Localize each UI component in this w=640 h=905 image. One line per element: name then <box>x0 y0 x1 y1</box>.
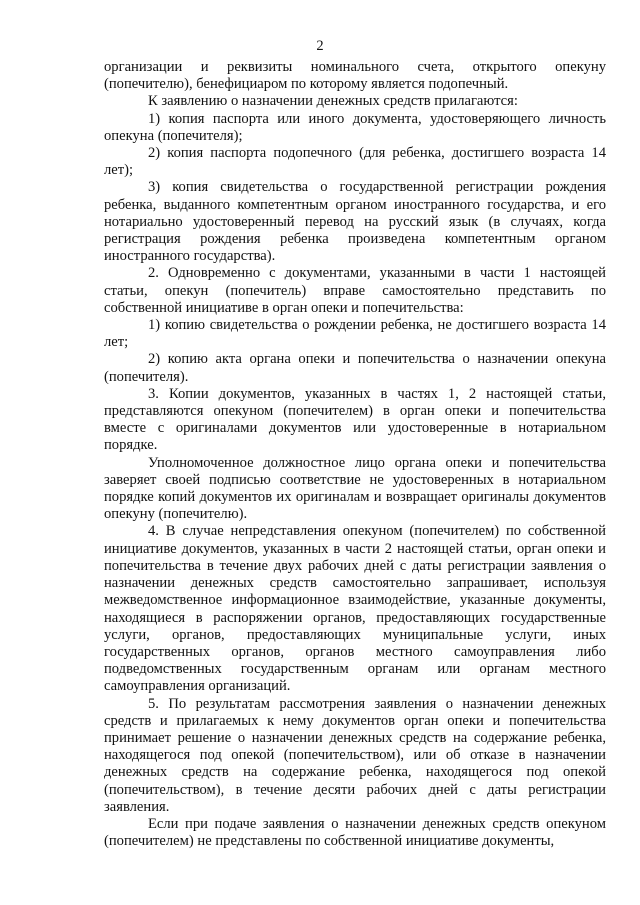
paragraph-11: 4. В случае непредставления опекуном (попечителем) по собственной инициативе документов, указанных в части 2 настоящей статьи, орган опеки и попечительства в течение двух рабочих дней с даты регистрации заявления о назначении денежных средств самостоятельно запрашивает, используя межведомственное информационное взаимодействие, указанные документы, находящиеся в распоряжении органов, предоставляющих государственные услуги, органов, предоставляющих муниципальные услуги, иных государственных органов, органов местного самоуправления либо подведомственных государственным органам или органам местного самоуправления организаций. <box>104 523 606 695</box>
paragraph-8: 2) копию акта органа опеки и попечительства о назначении опекуна (попечителя). <box>104 351 606 385</box>
paragraph-6: 2. Одновременно с документами, указанными в части 1 настоящей статьи, опекун (попечитель) вправе самостоятельно представить по собственной инициативе в орган опеки и попечительства: <box>104 265 606 316</box>
paragraph-10: Уполномоченное должностное лицо органа опеки и попечительства заверяет своей подписью соответствие не удостоверенных в нотариальном порядке копий документов их оригиналам и возвращает оригиналы документов опекуну (попечителю). <box>104 454 606 523</box>
page-number: 2 <box>316 38 324 54</box>
paragraph-3: 1) копия паспорта или иного документа, удостоверяющего личность опекуна (попечителя); <box>104 110 606 144</box>
paragraph-12: 5. По результатам рассмотрения заявления о назначении денежных средств и прилагаемых к нему документов орган опеки и попечительства принимает решение о назначении денежных средств на содержание ребенка, находящегося под опекой (попечительством), или об отказе в назначении денежных средств на содержание ребенка, находящегося под опекой (попечительством), в течение десяти рабочих дней с даты регистрации заявления. <box>104 695 606 815</box>
document-body <box>104 59 606 850</box>
paragraph-1: организации и реквизиты номинального счета, открытого опекуну (попечителю), бенефициаром по которому является подопечный. <box>104 59 606 93</box>
paragraph-7: 1) копию свидетельства о рождении ребенка, не достигшего возраста 14 лет; <box>104 317 606 351</box>
paragraph-4: 2) копия паспорта подопечного (для ребенка, достигшего возраста 14 лет); <box>104 145 606 179</box>
paragraph-5: 3) копия свидетельства о государственной регистрации рождения ребенка, выданного компетентным органом иностранного государства, и его нотариально удостоверенный перевод на русский язык (в случаях, когда регистрация рождения ребенка произведена компетентным органом иностранного государства). <box>104 179 606 265</box>
paragraph-13: Если при подаче заявления о назначении денежных средств опекуном (попечителем) не представлены по собственной инициативе документы, <box>104 815 606 850</box>
paragraph-9: 3. Копии документов, указанных в частях 1, 2 настоящей статьи, представляются опекуном (попечителем) в орган опеки и попечительства вместе с оригиналами документов или удостоверенные в нотариальном порядке. <box>104 385 606 454</box>
paragraph-2: К заявлению о назначении денежных средств прилагаются: <box>148 93 518 110</box>
